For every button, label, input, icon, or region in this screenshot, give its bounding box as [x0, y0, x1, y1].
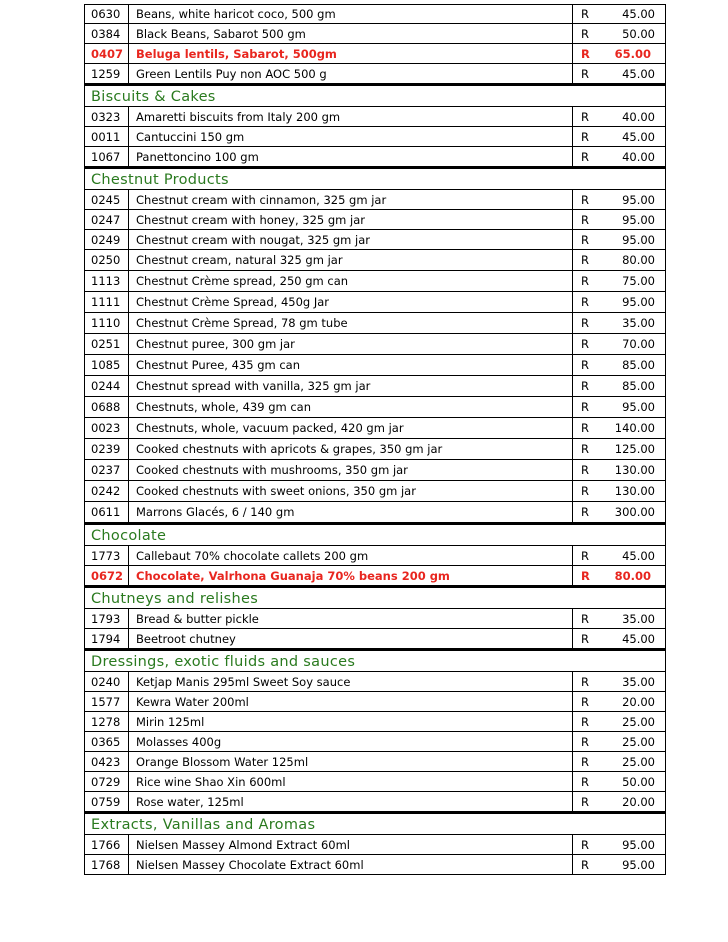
product-row [84, 692, 666, 712]
price-list [84, 4, 666, 875]
category-heading: Dressings, exotic fluids and sauces [84, 649, 666, 672]
product-description: Chestnut Crème spread, 250 gm can [129, 271, 573, 291]
currency-symbol: R [581, 442, 589, 456]
product-description: Nielsen Massey Chocolate Extract 60ml [129, 855, 573, 874]
currency-symbol: R [581, 358, 589, 372]
product-price: 20.00 [622, 694, 655, 709]
product-description: Nielsen Massey Almond Extract 60ml [129, 835, 573, 854]
product-row [84, 566, 666, 586]
category-heading: Biscuits & Cakes [84, 84, 666, 107]
currency-symbol: R [581, 149, 589, 164]
product-description: Cooked chestnuts with apricots & grapes, 350 gm jar [129, 439, 573, 459]
currency-symbol: R [581, 631, 589, 646]
product-price: 95.00 [622, 400, 655, 414]
product-code: 1085 [85, 355, 129, 375]
product-description: Amaretti biscuits from Italy 200 gm [129, 107, 573, 126]
product-description: Cantuccini 150 gm [129, 127, 573, 146]
currency-symbol: R [581, 46, 590, 61]
currency-symbol: R [581, 505, 589, 519]
currency-symbol: R [581, 421, 589, 435]
product-row [84, 546, 666, 566]
product-price: 300.00 [614, 505, 655, 519]
product-price: 40.00 [622, 149, 655, 164]
product-row [84, 502, 666, 523]
product-description: Green Lentils Puy non AOC 500 g [129, 64, 573, 83]
product-code: 0249 [85, 230, 129, 249]
product-row [84, 107, 666, 127]
product-row [84, 271, 666, 292]
product-code: 1766 [85, 835, 129, 854]
product-price: 95.00 [622, 212, 655, 227]
product-description: Beluga lentils, Sabarot, 500gm [129, 44, 573, 63]
product-code: 0250 [85, 250, 129, 270]
product-row [84, 210, 666, 230]
product-description: Chocolate, Valrhona Guanaja 70% beans 200 gm [129, 566, 573, 585]
product-price: 20.00 [622, 794, 655, 809]
currency-symbol: R [581, 400, 589, 414]
product-code: 0688 [85, 397, 129, 417]
product-description: Panettoncino 100 gm [129, 147, 573, 166]
product-price: 95.00 [622, 192, 655, 207]
product-price: 125.00 [614, 442, 655, 456]
product-code: 1577 [85, 692, 129, 711]
currency-symbol: R [581, 754, 589, 769]
product-code: 1111 [85, 292, 129, 312]
product-description: Rice wine Shao Xin 600ml [129, 772, 573, 791]
product-code: 0247 [85, 210, 129, 229]
product-code: 0672 [85, 566, 129, 585]
product-row [84, 672, 666, 692]
product-price: 80.00 [622, 253, 655, 267]
product-row [84, 190, 666, 210]
product-code: 1067 [85, 147, 129, 166]
product-description: Ketjap Manis 295ml Sweet Soy sauce [129, 672, 573, 691]
product-row [84, 460, 666, 481]
currency-symbol: R [581, 109, 589, 124]
product-code: 0251 [85, 334, 129, 354]
product-code: 0240 [85, 672, 129, 691]
product-row [84, 712, 666, 732]
product-price: 35.00 [622, 611, 655, 626]
product-row [84, 127, 666, 147]
product-code: 1768 [85, 855, 129, 874]
product-row [84, 24, 666, 44]
currency-symbol: R [581, 192, 589, 207]
currency-symbol: R [581, 484, 589, 498]
product-price: 50.00 [622, 26, 655, 41]
currency-symbol: R [581, 253, 589, 267]
product-price: 45.00 [622, 7, 655, 21]
product-description: Orange Blossom Water 125ml [129, 752, 573, 771]
currency-symbol: R [581, 548, 589, 563]
product-price: 45.00 [622, 66, 655, 81]
product-price: 85.00 [622, 358, 655, 372]
currency-symbol: R [581, 316, 589, 330]
product-code: 1113 [85, 271, 129, 291]
currency-symbol: R [581, 714, 589, 729]
product-price: 95.00 [622, 857, 655, 872]
currency-symbol: R [581, 295, 589, 309]
product-description: Chestnut Puree, 435 gm can [129, 355, 573, 375]
product-code: 0237 [85, 460, 129, 480]
category-heading: Chocolate [84, 523, 666, 546]
currency-symbol: R [581, 734, 589, 749]
product-code: 0611 [85, 502, 129, 522]
product-code: 0323 [85, 107, 129, 126]
product-price: 70.00 [622, 337, 655, 351]
category-heading: Chestnut Products [84, 167, 666, 190]
product-row [84, 376, 666, 397]
product-price: 45.00 [622, 631, 655, 646]
currency-symbol: R [581, 274, 589, 288]
product-row [84, 439, 666, 460]
product-description: Chestnut Crème Spread, 78 gm tube [129, 313, 573, 333]
currency-symbol: R [581, 568, 590, 583]
product-price: 95.00 [622, 295, 655, 309]
product-price: 50.00 [622, 774, 655, 789]
product-code: 0384 [85, 24, 129, 43]
product-code: 1278 [85, 712, 129, 731]
product-code: 1259 [85, 64, 129, 83]
currency-symbol: R [581, 857, 589, 872]
product-code: 0245 [85, 190, 129, 209]
product-code: 1794 [85, 629, 129, 648]
product-description: Kewra Water 200ml [129, 692, 573, 711]
category-heading: Extracts, Vanillas and Aromas [84, 812, 666, 835]
product-description: Chestnut cream with honey, 325 gm jar [129, 210, 573, 229]
product-description: Chestnut Crème Spread, 450g Jar [129, 292, 573, 312]
product-price: 140.00 [614, 421, 655, 435]
product-row [84, 772, 666, 792]
currency-symbol: R [581, 837, 589, 852]
product-description: Chestnuts, whole, vacuum packed, 420 gm jar [129, 418, 573, 438]
product-description: Molasses 400g [129, 732, 573, 751]
product-code: 0407 [85, 44, 129, 63]
product-description: Mirin 125ml [129, 712, 573, 731]
product-price: 45.00 [622, 548, 655, 563]
currency-symbol: R [581, 694, 589, 709]
currency-symbol: R [581, 463, 589, 477]
product-price: 25.00 [622, 754, 655, 769]
product-price: 25.00 [622, 734, 655, 749]
product-price: 130.00 [614, 484, 655, 498]
product-description: Chestnuts, whole, 439 gm can [129, 397, 573, 417]
product-price: 80.00 [614, 568, 651, 583]
product-code: 0365 [85, 732, 129, 751]
currency-symbol: R [581, 337, 589, 351]
product-price: 95.00 [622, 837, 655, 852]
currency-symbol: R [581, 794, 589, 809]
product-row [84, 147, 666, 167]
product-row [84, 230, 666, 250]
product-description: Chestnut cream, natural 325 gm jar [129, 250, 573, 270]
product-code: 0759 [85, 792, 129, 811]
product-row [84, 313, 666, 334]
product-row [84, 418, 666, 439]
product-row [84, 481, 666, 502]
product-row [84, 334, 666, 355]
product-row [84, 835, 666, 855]
product-code: 0023 [85, 418, 129, 438]
product-code: 0729 [85, 772, 129, 791]
product-price: 45.00 [622, 129, 655, 144]
product-description: Black Beans, Sabarot 500 gm [129, 24, 573, 43]
currency-symbol: R [581, 7, 589, 21]
product-code: 0423 [85, 752, 129, 771]
product-price: 35.00 [622, 674, 655, 689]
product-code: 1773 [85, 546, 129, 565]
product-row [84, 397, 666, 418]
product-price: 75.00 [622, 274, 655, 288]
product-row [84, 792, 666, 812]
product-description: Cooked chestnuts with sweet onions, 350 gm jar [129, 481, 573, 501]
product-row [84, 855, 666, 875]
currency-symbol: R [581, 26, 589, 41]
product-price: 95.00 [622, 232, 655, 247]
product-description: Bread & butter pickle [129, 609, 573, 628]
product-code: 1793 [85, 609, 129, 628]
product-row [84, 609, 666, 629]
currency-symbol: R [581, 66, 589, 81]
product-code: 0011 [85, 127, 129, 146]
currency-symbol: R [581, 232, 589, 247]
product-description: Beetroot chutney [129, 629, 573, 648]
product-description: Marrons Glacés, 6 / 140 gm [129, 502, 573, 522]
product-row [84, 44, 666, 64]
currency-symbol: R [581, 129, 589, 144]
currency-symbol: R [581, 611, 589, 626]
currency-symbol: R [581, 674, 589, 689]
product-row [84, 355, 666, 376]
product-price: 85.00 [622, 379, 655, 393]
product-row [84, 250, 666, 271]
product-code: 1110 [85, 313, 129, 333]
currency-symbol: R [581, 379, 589, 393]
product-price: 25.00 [622, 714, 655, 729]
product-code: 0239 [85, 439, 129, 459]
product-description: Chestnut puree, 300 gm jar [129, 334, 573, 354]
product-price: 130.00 [614, 463, 655, 477]
product-code: 0242 [85, 481, 129, 501]
product-description: Callebaut 70% chocolate callets 200 gm [129, 546, 573, 565]
product-price: 40.00 [622, 109, 655, 124]
product-description: Chestnut cream with cinnamon, 325 gm jar [129, 190, 573, 209]
product-description: Cooked chestnuts with mushrooms, 350 gm jar [129, 460, 573, 480]
product-row [84, 752, 666, 772]
product-code: 0630 [85, 5, 129, 23]
product-description: Chestnut spread with vanilla, 325 gm jar [129, 376, 573, 396]
product-description: Rose water, 125ml [129, 792, 573, 811]
product-row [84, 292, 666, 313]
product-row [84, 732, 666, 752]
category-heading: Chutneys and relishes [84, 586, 666, 609]
product-row [84, 64, 666, 84]
product-description: Chestnut cream with nougat, 325 gm jar [129, 230, 573, 249]
product-price: 65.00 [614, 46, 651, 61]
currency-symbol: R [581, 774, 589, 789]
product-row [84, 629, 666, 649]
product-code: 0244 [85, 376, 129, 396]
product-price: 35.00 [622, 316, 655, 330]
currency-symbol: R [581, 212, 589, 227]
product-description: Beans, white haricot coco, 500 gm [129, 5, 573, 23]
product-row [84, 4, 666, 24]
